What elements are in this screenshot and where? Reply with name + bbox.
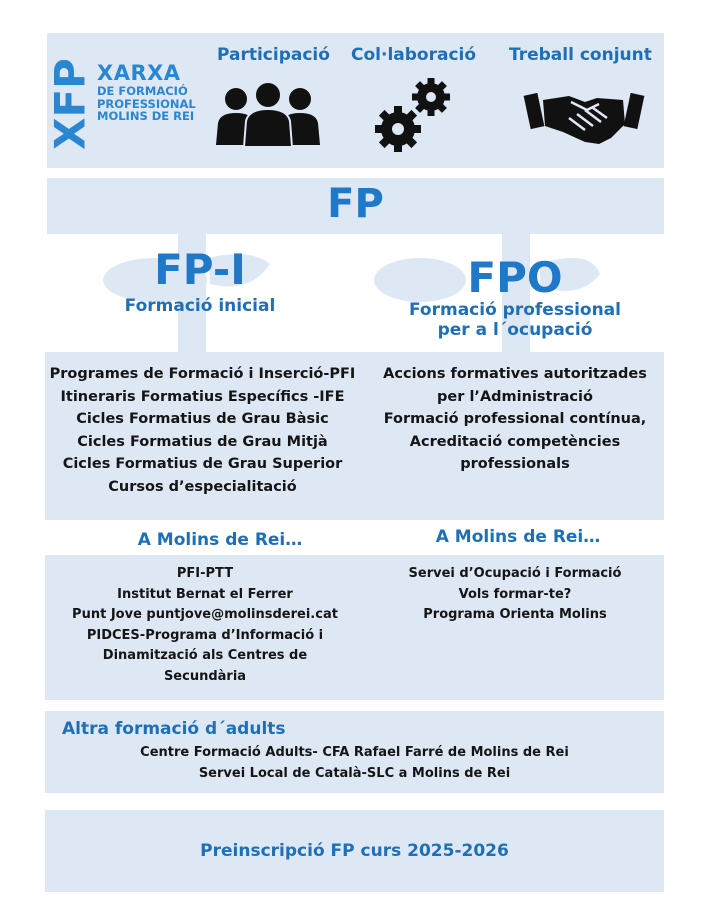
handshake-icon: [525, 88, 643, 148]
adults-heading: Altra formació d´adults: [62, 719, 286, 739]
fp-title: FP: [327, 181, 384, 227]
header-label-collaboracio: Col·laboració: [351, 45, 477, 65]
list-item: Cicles Formatius de Grau Bàsic: [76, 411, 329, 427]
fpi-title: FP-I: [154, 245, 246, 294]
list-item: Secundària: [163, 668, 247, 684]
logo-line-3: PROFESSIONAL: [97, 96, 196, 111]
gears-icon: [374, 73, 454, 155]
list-item: Dinamització als Centres de: [102, 648, 308, 663]
logo-mark-text: XFP: [45, 58, 95, 150]
fpi-local-list: [55, 564, 355, 687]
preinscription-label: Preinscripció FP curs 2025-2026: [200, 841, 509, 861]
fpo-subtitle-line-2: per a l´ocupació: [437, 320, 593, 340]
header-label-participacio: Participació: [217, 45, 330, 65]
xfp-logo-mark: [45, 45, 95, 163]
fpo-local-heading: A Molins de Rei…: [435, 527, 601, 547]
list-item: Itineraris Formatius Específics -IFE: [60, 388, 345, 405]
list-item: professionals: [460, 456, 570, 472]
list-item: Institut Bernat el Ferrer: [117, 586, 293, 602]
adults-list: [45, 743, 664, 784]
list-item: Formació professional contínua,: [383, 411, 647, 427]
logo-line-1: XARXA: [97, 61, 181, 85]
list-item: per l’Administració: [437, 388, 593, 405]
fpo-program-list: [370, 363, 660, 476]
list-item: Acreditació competències: [409, 433, 621, 450]
list-item: Centre Formació Adults- CFA Rafael Farré de Molins de Rei: [140, 745, 569, 760]
list-item: PFI-PTT: [176, 566, 234, 581]
fpo-title: FPO: [467, 253, 563, 302]
list-item: Cicles Formatius de Grau Superior: [62, 456, 343, 472]
list-item: Punt Jove puntjove@molinsderei.cat: [72, 607, 338, 622]
people-icon: [212, 81, 324, 147]
list-item: Cursos d’especialitació: [108, 478, 297, 495]
fpo-subtitle-line-1: Formació professional: [409, 300, 621, 320]
list-item: Servei Local de Català-SLC a Molins de Rei: [198, 765, 511, 781]
list-item: Programa Orienta Molins: [423, 607, 607, 622]
header-label-treball: Treball conjunt: [509, 45, 652, 65]
fpi-subtitle: Formació inicial: [124, 296, 276, 316]
list-item: Programes de Formació i Inserció-PFI: [49, 366, 356, 382]
list-item: PIDCES-Programa d’Informació i: [86, 627, 324, 643]
fpi-local-heading: A Molins de Rei…: [137, 530, 303, 550]
fpo-local-list: [370, 564, 660, 626]
logo-line-4: MOLINS DE REI: [97, 109, 195, 123]
fpo-subtitle: [380, 300, 650, 340]
list-item: Servei d’Ocupació i Formació: [408, 566, 622, 581]
list-item: Vols formar-te?: [458, 586, 572, 602]
list-item: Cicles Formatius de Grau Mitjà: [77, 433, 328, 450]
fpi-program-list: [45, 363, 360, 498]
logo-line-2: DE FORMACIÓ: [97, 84, 188, 98]
list-item: Accions formatives autoritzades: [383, 366, 647, 382]
header-panel: [47, 33, 664, 168]
logo-wordmark: [97, 63, 196, 123]
